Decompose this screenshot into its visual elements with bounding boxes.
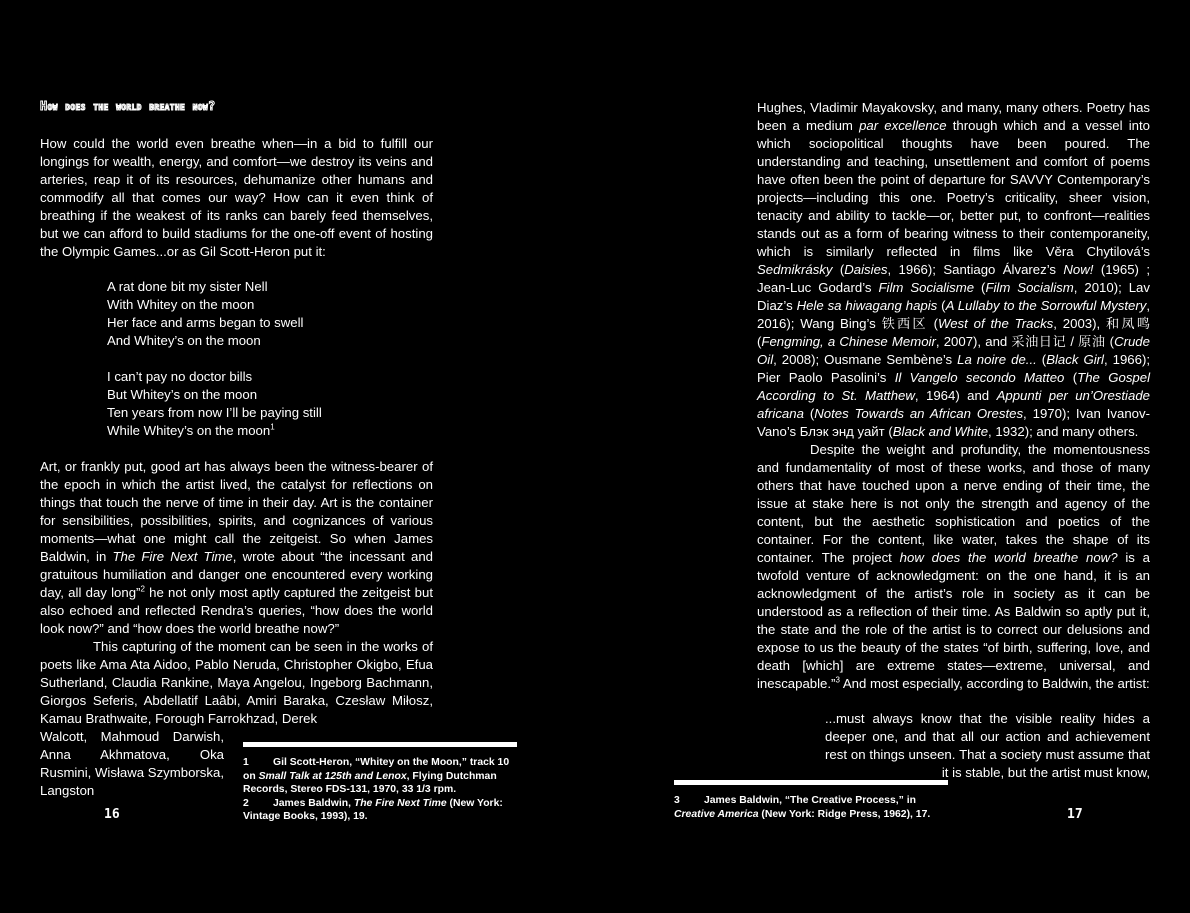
poem-stanza-2	[107, 368, 322, 440]
footnote-ref[interactable]: 1	[270, 422, 275, 432]
poem-line: And Whitey’s on the moon	[107, 333, 261, 348]
footnotes-right: 3 James Baldwin, “The Creative Process,” in Creative America (New York: Ridge Press, 1962), 17.	[674, 795, 931, 820]
block-quote: ...must always know that the visible reality hides a deeper one, and that all our action and achievement rest on things unseen. That a society must assume that it is stable, but the artist must know,	[825, 711, 1150, 780]
section-heading: How does the world breathe now?	[40, 99, 216, 113]
footnote-ref[interactable]: 3	[835, 675, 840, 685]
right-paragraph-1-text: Hughes, Vladimir Mayakovsky, and many, many others. Poetry has been a medium par excellence through which and a vessel into which sociopolitical thoughts have been poured. The understanding and teaching, unsettlement and comfort of poems have often been the point of departure for SAVVY Contemporary’s projects—including this one. Poetry’s criticality, sheer vision, tenacity and ability to tackle—or, better put, to confront—realities stands out as a form of bearing witness to their contemporaneity, which is similarly reflected in films like Věra Chytilová’s Sedmikrásky (Daisies, 1966); Santiago Álvarez’s Now! (1965) ; Jean-Luc Godard’s Film Socialisme (Film Socialism, 2010); Lav Diaz’s Hele sa hiwagang hapis (A Lullaby to the Sorrowful Mystery, 2016); Wang Bing’s 铁西区 (West of the Tracks, 2003), 和凤鸣 (Fengming, a Chinese Memoir, 2007), and 采油日记 / 原油 (Crude Oil, 2008); Ousmane Sembène’s La noire de... (Black Girl, 1966); Pier Paolo Pasolini’s Il Vangelo secondo Matteo (The Gospel According to St. Matthew, 1964) and Appunti per un’Orestiade africana (Notes Towards an African Orestes, 1970); Ivan Ivanov-Vano’s Блэк энд уайт (Black and White, 1932); and many others.	[757, 100, 1151, 439]
poem-line: But Whitey’s on the moon	[107, 387, 258, 402]
poem-line: With Whitey on the moon	[107, 297, 255, 312]
left-paragraph-2: Art, or frankly put, good art has always been the witness-bearer of the epoch in which the artist lived, the catalyst for reflections on things that touch the nerve of time in their day. Art is the container for sensibilities, possibilities, spirits, and cognizances of various moments—what one might call the zeitgeist. So when James Baldwin, in The Fire Next Time, wrote about “the incessant and gratuitous humiliation and danger one encountered every working day, all day long”$^2$ he not only most aptly captured the zeitgeist but also echoed and reflected Rendra’s queries, “how does the world look now?” and “how does the world breathe now?” This capturing of the moment can be seen in the works of poets like Ama Ata Aidoo, Pablo Neruda, Christopher Okigbo, Efua Sutherland, Claudia Rankine, Maya Angelou, Ingeborg Bachmann, Giorgos Seferis, Abdellatif Laâbi, Amiri Baraka, Czesław Miłosz, Kamau Brathwaite, Forough Farrokhzad, Derek	[40, 459, 433, 726]
left-paragraph-3-tail: Walcott, Mahmoud Darwish, Anna Akhmatova, Oka Rusmini, Wisława Szymborska, Langston	[40, 729, 224, 798]
footnote-rule	[674, 780, 948, 785]
page-number-right: 17	[1067, 807, 1083, 822]
poem-line: Her face and arms began to swell	[107, 315, 304, 330]
poem-stanza-1	[107, 278, 303, 350]
poem-line: A rat done bit my sister Nell	[107, 279, 268, 294]
right-paragraph-1: Hughes, Vladimir Mayakovsky, and many, many others. Poetry has been a medium par excellence through which and a vessel into which sociopolitical thoughts have been poured. The understanding and teaching, unsettlement and comfort of poems have often been the point of departure for SAVVY Contemporary’s projects—including this one. Poetry’s criticality, sheer vision, tenacity and ability to tackle—or, better put, to confront—realities stands out as a form of bearing witness to their contemporaneity, which is similarly reflected in films like Věra Chytilová’s Sedmikrásky (Daisies, 1966); Santiago Álvarez’s Now! (1965) ; Jean-Luc Godard’s Film Socialisme (Film Socialism, 2010); Lav Diaz’s Hele sa hiwagang hapis (A Lullaby to the Sorrowful Mystery, 2016); Wang Bing’s 铁西区 (West of the Tracks, 2003), 和凤鸣 (Fengming, a Chinese Memoir, 2007), and 采油日记 / 原油 (Crude Oil, 2008); Ousmane Sembène’s La noire de... (Black Girl, 1966); Pier Paolo Pasolini’s Il Vangelo secondo Matteo (The Gospel According to St. Matthew, 1964) and Appunti per un’Orestiade africana (Notes Towards an African Orestes, 1970); Ivan Ivanov-Vano’s Блэк энд уайт (Black and White, 1932); and many others. Despite the weight and profundity, the momentousness and fundamentality of most of these works, and those of many others that have touched upon a nerve ending of their time, the issue at stake here is not only the strength and agency of the content, but the aesthetic sophistication and poetics of the container. For the content, like water, takes the shape of its container. The project how does the world breathe now? is a twofold venture of acknowledgment: on the one hand, it is an acknowledgment of the artist’s role in society as it can be understood as a reflection of their time. As Baldwin so aptly put it, the state and the role of the artist is to correct our delusions and expose to us the beauty of the states “of birth, suffering, love, and death [which] are extreme states—extreme, universal, and inescapable.”$^3$ And most especially, according to Baldwin, the artist:	[757, 100, 1151, 691]
footnote-rule	[243, 742, 517, 747]
poem-line: I can’t pay no doctor bills	[107, 369, 253, 384]
page-number-left: 16	[104, 807, 120, 822]
poem-line: Ten years from now I’ll be paying still	[107, 405, 322, 420]
footnote-ref[interactable]: 2	[140, 584, 145, 594]
left-paragraph-1: How could the world even breathe when—in a bid to fulfill our longings for wealth, energy, and comfort—we destroy its veins and arteries, reap it of its resources, dehumanize other humans and commodify all that comes our way? How can it even think of breathing if the weakest of its ranks can barely feed themselves, but we can afford to build stadiums for the one-off event of hosting the Olympic Games...or as Gil Scott-Heron put it:	[40, 136, 433, 259]
footnotes-left: 1 Gil Scott-Heron, “Whitey on the Moon,” track 10 on Small Talk at 125th and Lenox, Flying Dutchman Records, Stereo FDS-131, 1970, 33 1/3 rpm. 2 James Baldwin, The Fire Next Time (New York: Vintage Books, 1993), 19.	[243, 757, 510, 822]
poem-line: While Whitey’s on the moon$^1$	[107, 422, 275, 438]
